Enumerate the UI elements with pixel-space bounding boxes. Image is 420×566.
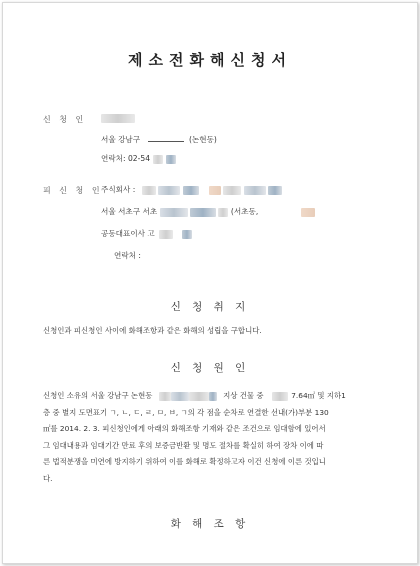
applicant-address (101, 134, 217, 145)
redaction-block (189, 392, 209, 401)
applicant-address-prefix: 서울 강남구 (101, 135, 141, 144)
respondent-company (101, 184, 282, 195)
redaction-block (159, 392, 171, 401)
applicant-name-redacted (101, 113, 135, 123)
redaction-block (171, 392, 189, 401)
reason-line-part: 7.64㎡ 및 지하1 (291, 391, 346, 400)
redaction-block (190, 208, 216, 217)
redaction-block (209, 392, 217, 401)
redaction-block (183, 186, 199, 195)
redaction-block (142, 186, 156, 195)
respondent-address-prefix: 서울 서초구 서초 (101, 207, 158, 216)
document-page (2, 2, 418, 564)
redaction-block (153, 155, 163, 164)
redaction-block (218, 208, 228, 217)
redaction-block (101, 114, 135, 123)
terms-heading: 화 해 조 항 (170, 518, 250, 530)
respondent-rep-label: 공동대표이사 고 (101, 229, 155, 238)
respondent-label: 피 신 청 인 (43, 186, 103, 195)
reason-line: ㎡를 2014. 2. 3. 피신청인에게 아래의 화해조항 기재와 같은 조건으로 임대함에 있어서 (43, 424, 326, 433)
applicant-contact (101, 153, 176, 164)
respondent-address (101, 206, 315, 217)
reason-line: 층 중 별지 도면표기 ㄱ, ㄴ, ㄷ, ㄹ, ㅁ, ㅂ, ㄱ의 각 점을 순차로 연결한 선내(가)부분 130 (43, 407, 329, 417)
redaction-block (268, 186, 282, 195)
reason-line: 다. (43, 473, 53, 483)
purpose-text: 신청인과 피신청인 사이에 화해조항과 같은 화해의 성립을 구합니다. (43, 326, 262, 335)
applicant-address-suffix: (논현동) (188, 135, 217, 144)
address-underline (148, 135, 184, 142)
purpose-heading: 신 청 취 지 (170, 301, 250, 313)
redaction-block (160, 208, 188, 217)
reason-paragraph (43, 388, 383, 487)
respondent-contact: 연락처 : (114, 251, 141, 260)
document-title: 제소전화해신청서 (128, 51, 292, 69)
redaction-block (223, 186, 241, 195)
reason-heading: 신 청 원 인 (170, 362, 250, 374)
reason-line: 그 임대내용과 임대기간 만료 후의 보증금반환 및 명도 절차를 확실히 하여 장차 이에 따 (43, 440, 324, 450)
redaction-block (209, 186, 221, 195)
respondent-company-label: 주식회사 : (101, 185, 136, 194)
reason-line (43, 388, 383, 405)
respondent-representative (101, 228, 192, 239)
applicant-label: 신 청 인 (43, 115, 87, 124)
reason-line: 른 법적분쟁을 미연에 방지하기 위하여 이를 화해로 확정하고자 이건 신청에 이른 것입니 (43, 457, 326, 466)
respondent-address-suffix: (서초동, (230, 207, 259, 216)
redaction-block (182, 230, 192, 239)
applicant-contact-label: 연락처: 02-54 (101, 154, 151, 163)
redaction-block (159, 230, 173, 239)
reason-line-part: 신청인 소유의 서울 강남구 논현동 (43, 391, 153, 400)
redaction-block (244, 186, 266, 195)
redaction-block (166, 155, 176, 164)
redaction-block (272, 392, 288, 401)
reason-line-part: 지상 건물 중 (223, 391, 264, 400)
redaction-block (301, 208, 315, 217)
redaction-block (158, 186, 180, 195)
